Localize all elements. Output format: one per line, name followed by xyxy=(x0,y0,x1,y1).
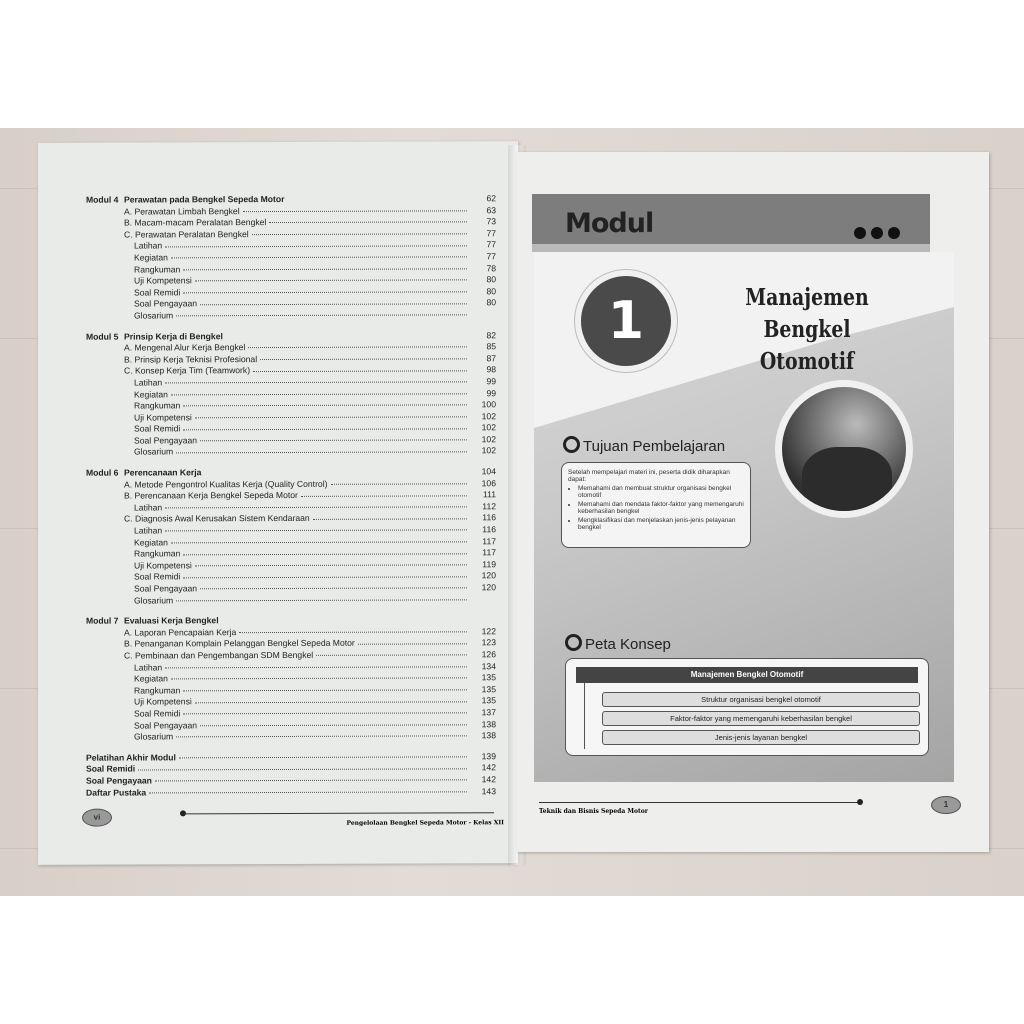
toc-page-number: 100 xyxy=(481,399,496,410)
learning-objectives-box xyxy=(561,462,751,548)
chapter-title-line-1: Manajemen xyxy=(745,284,869,311)
toc-entry-label: Latihan xyxy=(134,240,163,251)
toc-entry-label: Soal Pengayaan xyxy=(134,583,198,594)
toc-page-number: 85 xyxy=(486,341,496,352)
module-title: Prinsip Kerja di Bengkel xyxy=(124,330,223,342)
toc-page-number: 138 xyxy=(481,730,496,741)
concept-map-root: Manajemen Bengkel Otomotif xyxy=(576,667,918,683)
footer-dot xyxy=(857,799,863,805)
toc-entry-label: Soal Pengayaan xyxy=(134,719,198,731)
toc-entry-label: Soal Pengayaan xyxy=(134,435,198,446)
toc-leader-dots xyxy=(301,495,467,497)
toc-leader-dots xyxy=(183,713,467,715)
objective-item: • Memahami dan mendata faktor-faktor yang memengaruhi keberhasilan bengkel xyxy=(578,501,744,515)
toc-leader-dots xyxy=(331,483,468,484)
toc-entry-label: Latihan xyxy=(134,502,163,513)
toc-leader-dots xyxy=(200,588,467,590)
toc-entry-label: Soal Remidi xyxy=(134,423,181,434)
banner-dots xyxy=(854,226,905,244)
toc-entry xyxy=(86,730,496,743)
chapter-title-line-2: Bengkel Otomotif xyxy=(759,316,855,375)
toc-entry-label: B. Perencanaan Kerja Bengkel Sepeda Motor xyxy=(124,490,298,501)
toc-leader-dots xyxy=(253,370,467,372)
toc-entry-label: Uji Kompetensi xyxy=(134,411,192,423)
magnifier-icon xyxy=(563,436,580,453)
toc-page-number: 117 xyxy=(482,535,496,546)
toc-page-number: 78 xyxy=(486,262,496,273)
modul-heading: Modul xyxy=(565,208,654,239)
peta-konsep-heading-text: Peta Konsep xyxy=(585,636,671,653)
tujuan-heading-text: Tujuan Pembelajaran xyxy=(583,438,726,455)
toc-page-number: 99 xyxy=(486,376,496,387)
toc-page-number: 62 xyxy=(486,193,496,204)
toc-leader-dots xyxy=(183,428,467,430)
toc-page-number: 102 xyxy=(481,410,496,421)
toc-entry-label: Glosarium xyxy=(134,594,174,606)
toc-page-number: 135 xyxy=(481,672,496,683)
toc-leader-dots xyxy=(171,257,467,259)
toc-entry xyxy=(86,594,496,607)
toc-leader-dots xyxy=(176,599,467,601)
toc-module xyxy=(86,466,496,607)
toc-page-number: 134 xyxy=(481,660,496,671)
toc-entry-label: Soal Remidi xyxy=(134,708,181,719)
toc-entry-label: Latihan xyxy=(134,377,163,388)
toc-page-number: 102 xyxy=(481,422,496,433)
toc-leader-dots xyxy=(195,416,467,418)
toc-page-number: 80 xyxy=(486,297,496,308)
toc-page-number: 126 xyxy=(481,649,496,660)
toc-entry-label: C. Konsep Kerja Tim (Teamwork) xyxy=(124,365,251,376)
toc-entry-label: Uji Kompetensi xyxy=(134,696,192,707)
toc-entry-label: Rangkuman xyxy=(134,548,181,559)
toc-leader-dots xyxy=(149,791,467,793)
module-number: Modul 5 xyxy=(86,331,119,342)
toc-entry-label: Uji Kompetensi xyxy=(134,275,192,286)
toc-leader-dots xyxy=(183,689,467,691)
toc-leader-dots xyxy=(165,506,467,508)
toc-page-number: 106 xyxy=(481,477,496,488)
toc-entry-label: Kegiatan xyxy=(134,388,168,400)
right-page-chapter-opener xyxy=(517,152,989,852)
toc-leader-dots xyxy=(358,643,467,644)
toc-entry-label: Glosarium xyxy=(134,446,174,457)
toc-page-number: 73 xyxy=(486,216,496,227)
toc-entry-label: A. Metode Pengontrol Kualitas Kerja (Quality Control) xyxy=(124,478,328,490)
tujuan-heading xyxy=(563,436,725,455)
left-page-table-of-contents xyxy=(38,141,518,865)
toc-leader-dots xyxy=(200,303,467,305)
toc-module xyxy=(86,330,496,459)
toc-page-number: 82 xyxy=(486,329,496,340)
footer-rule xyxy=(539,802,857,803)
table-of-contents xyxy=(86,193,496,799)
toc-page-number: 77 xyxy=(486,251,496,262)
toc-leader-dots xyxy=(200,724,467,726)
toc-page-number: 137 xyxy=(481,707,496,718)
toc-page-number: 139 xyxy=(481,750,496,762)
toc-entry-label: Soal Remidi xyxy=(134,571,181,582)
footer-rule xyxy=(184,812,494,814)
toc-leader-dots xyxy=(183,405,467,407)
toc-entry-label: C. Perawatan Peralatan Bengkel xyxy=(124,228,249,240)
objectives-list xyxy=(568,485,744,531)
objective-item: • Memahami dan membuat struktur organisasi bengkel otomotif xyxy=(578,485,744,499)
toc-page-number: 77 xyxy=(486,239,496,250)
right-footer-text: Teknik dan Bisnis Sepeda Motor xyxy=(539,808,648,815)
toc-page-number: 111 xyxy=(482,489,496,500)
toc-page-number: 63 xyxy=(486,204,496,215)
toc-leader-dots xyxy=(239,631,467,633)
toc-entry-label: Rangkuman xyxy=(134,263,181,275)
toc-leader-dots xyxy=(165,382,467,384)
toc-leader-dots xyxy=(171,541,467,543)
concept-map-box xyxy=(565,658,929,756)
toc-page-number: 138 xyxy=(481,718,496,729)
toc-entry xyxy=(86,786,496,799)
toc-leader-dots xyxy=(183,576,467,578)
toc-leader-dots xyxy=(183,268,467,270)
toc-page-number: 122 xyxy=(481,626,496,637)
right-page-number-badge: 1 xyxy=(931,796,961,814)
toc-leader-dots xyxy=(316,655,467,657)
toc-leader-dots xyxy=(155,780,467,782)
toc-module xyxy=(86,614,496,743)
toc-page-number: 135 xyxy=(481,683,496,695)
toc-leader-dots xyxy=(248,347,467,349)
toc-entry-label: Rangkuman xyxy=(134,400,181,411)
toc-leader-dots xyxy=(260,358,467,360)
toc-page-number: 116 xyxy=(482,512,496,523)
toc-leader-dots xyxy=(165,530,467,532)
chapter-title xyxy=(717,282,897,378)
toc-leader-dots xyxy=(269,222,467,224)
toc-entry-label: A. Perawatan Limbah Bengkel xyxy=(124,205,240,217)
toc-entry-label: Glosarium xyxy=(134,731,174,742)
toc-leader-dots xyxy=(179,756,467,758)
toc-leader-dots xyxy=(183,291,467,293)
objectives-intro: Setelah mempelajari materi ini, peserta didik diharapkan dapat: xyxy=(568,469,730,483)
toc-page-number: 117 xyxy=(482,547,496,558)
toc-entry-label: C. Diagnosis Awal Kerusakan Sistem Kendaraan xyxy=(124,513,310,524)
toc-page-number: 123 xyxy=(481,637,496,648)
toc-leader-dots xyxy=(243,210,467,212)
toc-leader-dots xyxy=(195,280,467,282)
toc-leader-dots xyxy=(171,678,467,680)
toc-entry-label: Soal Pengayaan xyxy=(86,775,152,786)
toc-leader-dots xyxy=(165,245,467,247)
toc-page-number: 142 xyxy=(481,762,496,773)
toc-page-number: 120 xyxy=(481,582,496,593)
toc-page-number: 77 xyxy=(486,228,496,239)
toc-leader-dots xyxy=(252,233,467,235)
toc-entry-label: C. Pembinaan dan Pengembangan SDM Bengkel xyxy=(124,649,314,661)
toc-leader-dots xyxy=(176,736,467,738)
module-number: Modul 6 xyxy=(86,467,119,478)
module-title: Perencanaan Kerja xyxy=(124,467,202,478)
toc-entry xyxy=(86,309,496,322)
concept-map-item: Faktor-faktor yang memengaruhi keberhasilan bengkel xyxy=(602,711,920,726)
toc-page-number: 142 xyxy=(481,774,496,785)
toc-entry-label: B. Penanganan Komplain Pelanggan Bengkel Sepeda Motor xyxy=(124,638,355,649)
toc-page-number: 80 xyxy=(486,285,496,297)
toc-entry-label: Kegiatan xyxy=(134,673,168,684)
toc-entry-label: Kegiatan xyxy=(134,252,168,263)
toc-entry-label: A. Laporan Pencapaian Kerja xyxy=(124,626,237,638)
toc-entry-label: Glosarium xyxy=(134,310,174,321)
toc-leader-dots xyxy=(183,553,467,555)
toc-page-number: 112 xyxy=(482,501,496,512)
toc-entry-label: A. Mengenal Alur Kerja Bengkel xyxy=(124,342,246,353)
chapter-number-circle: 1 xyxy=(575,270,677,372)
toc-page-number: 135 xyxy=(481,695,496,706)
module-title: Perawatan pada Bengkel Sepeda Motor xyxy=(124,193,285,205)
toc-entry-label: Pelatihan Akhir Modul xyxy=(86,752,176,763)
toc-entry-label: Rangkuman xyxy=(134,685,181,696)
toc-page-number: 116 xyxy=(482,524,496,535)
toc-entry-label: Soal Pengayaan xyxy=(134,298,198,309)
toc-leader-dots xyxy=(195,701,467,703)
toc-entry-label: B. Macam-macam Peralatan Bengkel xyxy=(124,217,267,228)
toc-leader-dots xyxy=(171,393,467,395)
peta-konsep-heading xyxy=(565,634,671,653)
toc-entry-label: Soal Remidi xyxy=(134,287,181,298)
concept-map-item: Jenis-jenis layanan bengkel xyxy=(602,730,920,745)
banner-stripe xyxy=(532,244,930,252)
toc-page-number: 80 xyxy=(486,274,496,285)
toc-entry-label: Kegiatan xyxy=(134,537,168,548)
toc-page-number: 99 xyxy=(486,387,496,398)
toc-leader-dots xyxy=(138,768,467,770)
toc-leader-dots xyxy=(176,451,467,453)
toc-entry-label: Latihan xyxy=(134,525,163,536)
workshop-photo xyxy=(775,380,913,518)
module-number: Modul 7 xyxy=(86,615,119,626)
toc-leader-dots xyxy=(200,440,467,442)
toc-entry-label: Daftar Pustaka xyxy=(86,786,147,798)
toc-entry-label: Uji Kompetensi xyxy=(134,560,192,571)
toc-entry-label: Soal Remidi xyxy=(86,763,136,774)
right-page-footer xyxy=(539,798,969,818)
toc-entry-label: Latihan xyxy=(134,661,163,673)
toc-entry-label: B. Prinsip Kerja Teknisi Profesional xyxy=(124,353,258,365)
toc-page-number: 119 xyxy=(482,559,496,570)
left-page-number-badge: vi xyxy=(82,809,112,827)
toc-leader-dots xyxy=(313,518,467,520)
concept-map-connector xyxy=(584,683,585,749)
toc-entry xyxy=(86,446,496,459)
toc-module xyxy=(86,193,496,322)
toc-page-number: 143 xyxy=(481,785,496,796)
magnifier-icon xyxy=(565,634,582,651)
toc-leader-dots xyxy=(165,666,467,668)
toc-page-number: 104 xyxy=(481,466,496,477)
toc-page-number: 102 xyxy=(481,434,496,445)
toc-page-number: 102 xyxy=(481,445,496,456)
left-footer-text: Pengelolaan Bengkel Sepeda Motor - Kelas XII xyxy=(346,819,504,827)
left-page-footer xyxy=(84,809,504,830)
toc-leader-dots xyxy=(195,564,467,566)
concept-map-item: Struktur organisasi bengkel otomotif xyxy=(602,692,920,707)
toc-leader-dots xyxy=(176,315,467,317)
toc-page-number: 120 xyxy=(481,570,496,581)
toc-page-number: 98 xyxy=(486,364,496,375)
module-title: Evaluasi Kerja Bengkel xyxy=(124,615,219,626)
toc-page-number: 87 xyxy=(486,352,496,363)
module-number: Modul 4 xyxy=(86,194,119,205)
objective-item: • Mengklasifikasi dan menjelaskan jenis-jenis pelayanan bengkel xyxy=(578,517,744,531)
